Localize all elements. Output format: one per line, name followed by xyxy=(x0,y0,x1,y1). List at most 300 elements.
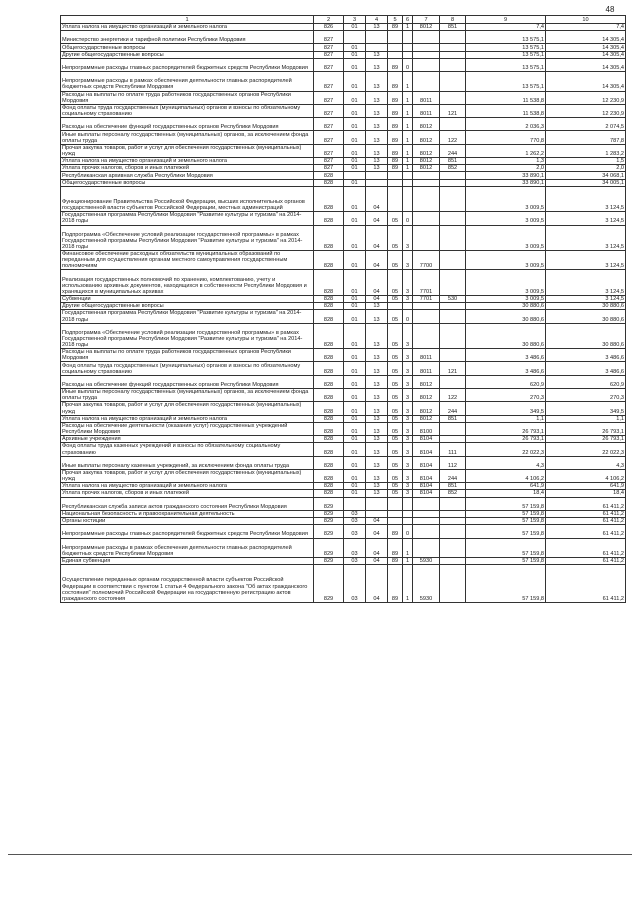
table-row xyxy=(61,225,626,251)
cell-amount-year2: 3 124,5 xyxy=(546,225,626,251)
cell-direction xyxy=(413,518,440,525)
cell-subprogram: 1 xyxy=(403,144,413,157)
cell-program: 89 xyxy=(388,158,403,165)
cell-expense-type xyxy=(440,72,466,91)
row-description: Расходы на выплаты по оплате труда работников государственных органов Республики Мордовия xyxy=(61,349,314,362)
cell-section: 01 xyxy=(344,323,366,349)
row-description: Общегосударственные вопросы xyxy=(61,179,314,186)
cell-ministry-code: 829 xyxy=(314,518,344,525)
cell-program: 89 xyxy=(388,165,403,172)
row-description: Государственная программа Республики Мордовия "Развитие культуры и туризма" на 2014-2018 годы xyxy=(61,310,314,323)
cell-subsection: 13 xyxy=(366,303,388,310)
cell-amount-year1: 349,5 xyxy=(466,402,546,415)
cell-program: 05 xyxy=(388,310,403,323)
cell-amount-year2: 22 022,3 xyxy=(546,443,626,456)
cell-subsection: 13 xyxy=(366,349,388,362)
cell-program: 05 xyxy=(388,375,403,388)
cell-direction: 8011 xyxy=(413,349,440,362)
cell-expense-type: 852 xyxy=(440,165,466,172)
cell-ministry-code: 827 xyxy=(314,118,344,131)
cell-amount-year1: 3 009,5 xyxy=(466,270,546,296)
cell-amount-year1: 3 009,5 xyxy=(466,225,546,251)
cell-section: 03 xyxy=(344,557,366,564)
row-description: Уплата налога на имущество организаций и земельного налога xyxy=(61,24,314,31)
column-header: 2 xyxy=(314,16,344,24)
cell-subsection: 04 xyxy=(366,565,388,603)
cell-program: 05 xyxy=(388,362,403,375)
row-description: Фонд оплаты труда казенных учреждений и взносы по обязательному социальному страхованию xyxy=(61,443,314,456)
cell-ministry-code: 828 xyxy=(314,225,344,251)
cell-direction xyxy=(413,186,440,212)
cell-amount-year1: 641,9 xyxy=(466,483,546,490)
row-description: Осуществление переданных органам государственной власти субъектов Российской Федерации в соответствии с пунктом 1 статьи 4 Федерального закона "Об актах гражданского состояния" полномочий Российской Федерации на государственную регистрацию актов гражданского состояния xyxy=(61,565,314,603)
cell-amount-year1: 13 575,1 xyxy=(466,58,546,71)
cell-amount-year1: 18,4 xyxy=(466,490,546,497)
cell-section: 01 xyxy=(344,310,366,323)
cell-subprogram xyxy=(403,510,413,517)
cell-amount-year2: 1,5 xyxy=(546,158,626,165)
cell-program xyxy=(388,510,403,517)
cell-ministry-code: 829 xyxy=(314,525,344,538)
cell-subprogram: 3 xyxy=(403,375,413,388)
cell-ministry-code: 827 xyxy=(314,91,344,104)
cell-amount-year2: 1 283,2 xyxy=(546,144,626,157)
row-description: Функционирование Правительства Российской Федерации, высших исполнительных органов государственной власти субъектов Российской Федерации, местных администраций xyxy=(61,186,314,212)
cell-amount-year2: 3 124,5 xyxy=(546,212,626,225)
table-row xyxy=(61,91,626,104)
cell-direction: 8012 xyxy=(413,144,440,157)
table-row xyxy=(61,165,626,172)
cell-expense-type: 122 xyxy=(440,389,466,402)
cell-section: 01 xyxy=(344,179,366,186)
cell-subsection: 13 xyxy=(366,24,388,31)
cell-subsection: 13 xyxy=(366,469,388,482)
cell-section: 03 xyxy=(344,565,366,603)
cell-expense-type xyxy=(440,557,466,564)
cell-subsection xyxy=(366,179,388,186)
cell-subsection: 04 xyxy=(366,557,388,564)
cell-direction xyxy=(413,303,440,310)
cell-direction: 8104 xyxy=(413,469,440,482)
cell-expense-type: 851 xyxy=(440,483,466,490)
cell-section: 01 xyxy=(344,415,366,422)
column-header: 3 xyxy=(344,16,366,24)
cell-amount-year1: 57 159,8 xyxy=(466,497,546,510)
cell-amount-year2: 3 486,6 xyxy=(546,349,626,362)
table-row xyxy=(61,58,626,71)
cell-section: 01 xyxy=(344,456,366,469)
cell-direction xyxy=(413,538,440,557)
cell-subsection: 13 xyxy=(366,443,388,456)
table-row xyxy=(61,443,626,456)
cell-subprogram: 3 xyxy=(403,490,413,497)
cell-program xyxy=(388,497,403,510)
cell-subprogram xyxy=(403,179,413,186)
cell-subsection: 13 xyxy=(366,104,388,117)
cell-subprogram: 1 xyxy=(403,118,413,131)
cell-ministry-code: 828 xyxy=(314,212,344,225)
cell-amount-year1: 13 575,1 xyxy=(466,72,546,91)
cell-ministry-code: 828 xyxy=(314,469,344,482)
cell-section: 01 xyxy=(344,72,366,91)
cell-expense-type: 851 xyxy=(440,24,466,31)
column-header: 8 xyxy=(440,16,466,24)
cell-section: 03 xyxy=(344,510,366,517)
cell-ministry-code: 828 xyxy=(314,303,344,310)
cell-subsection: 13 xyxy=(366,144,388,157)
cell-subprogram: 3 xyxy=(403,389,413,402)
cell-ministry-code: 827 xyxy=(314,44,344,51)
cell-subsection: 04 xyxy=(366,518,388,525)
row-description: Министерство энергетики и тарифной политики Республики Мордовия xyxy=(61,31,314,44)
cell-amount-year1: 33 890,1 xyxy=(466,179,546,186)
cell-ministry-code: 827 xyxy=(314,104,344,117)
cell-subsection: 13 xyxy=(366,91,388,104)
cell-expense-type: 121 xyxy=(440,104,466,117)
cell-expense-type xyxy=(440,349,466,362)
row-description: Субвенции xyxy=(61,295,314,302)
row-description: Расходы на обеспечение функций государственных органов Республики Мордовия xyxy=(61,375,314,388)
cell-section: 01 xyxy=(344,303,366,310)
cell-amount-year2: 14 305,4 xyxy=(546,31,626,44)
cell-amount-year1: 13 575,1 xyxy=(466,51,546,58)
cell-subsection: 13 xyxy=(366,362,388,375)
cell-amount-year2: 349,5 xyxy=(546,402,626,415)
cell-ministry-code: 828 xyxy=(314,172,344,179)
cell-direction xyxy=(413,172,440,179)
cell-expense-type xyxy=(440,31,466,44)
row-description: Расходы на выплаты по оплате труда работников государственных органов Республики Мордовия xyxy=(61,91,314,104)
cell-subprogram: 3 xyxy=(403,251,413,270)
cell-program: 89 xyxy=(388,58,403,71)
cell-subprogram xyxy=(403,518,413,525)
cell-expense-type xyxy=(440,91,466,104)
cell-subprogram xyxy=(403,44,413,51)
cell-amount-year1: 3 009,5 xyxy=(466,212,546,225)
cell-subprogram xyxy=(403,31,413,44)
cell-amount-year1: 57 159,8 xyxy=(466,538,546,557)
cell-ministry-code: 828 xyxy=(314,270,344,296)
cell-ministry-code: 829 xyxy=(314,497,344,510)
row-description: Уплата прочих налогов, сборов и иных платежей xyxy=(61,165,314,172)
cell-expense-type xyxy=(440,44,466,51)
cell-section: 01 xyxy=(344,469,366,482)
budget-table xyxy=(60,15,626,603)
cell-ministry-code: 828 xyxy=(314,295,344,302)
row-description: Непрограммные расходы главных распорядителей бюджетных средств Республики Мордовия xyxy=(61,525,314,538)
cell-expense-type xyxy=(440,172,466,179)
cell-subprogram: 3 xyxy=(403,349,413,362)
cell-expense-type xyxy=(440,565,466,603)
cell-subprogram: 3 xyxy=(403,323,413,349)
cell-section: 01 xyxy=(344,295,366,302)
cell-program: 05 xyxy=(388,436,403,443)
cell-amount-year2: 30 880,6 xyxy=(546,323,626,349)
cell-subprogram: 3 xyxy=(403,469,413,482)
table-row xyxy=(61,349,626,362)
table-header-row xyxy=(61,16,626,24)
row-description: Иные выплаты персоналу государственных (муниципальных) органов, за исключением фонда оплаты труда xyxy=(61,389,314,402)
row-description: Реализация государственных полномочий по хранению, комплектованию, учету и использованию архивных документов, находящихся в собственности Республики Мордовия и хранящихся в муниципальных архивах xyxy=(61,270,314,296)
table-row xyxy=(61,538,626,557)
cell-program: 05 xyxy=(388,323,403,349)
cell-section: 01 xyxy=(344,402,366,415)
cell-subsection: 13 xyxy=(366,158,388,165)
cell-subprogram xyxy=(403,186,413,212)
cell-amount-year2: 61 411,2 xyxy=(546,497,626,510)
cell-direction xyxy=(413,525,440,538)
cell-subprogram: 1 xyxy=(403,158,413,165)
cell-subprogram: 3 xyxy=(403,415,413,422)
table-row xyxy=(61,422,626,435)
cell-expense-type: 122 xyxy=(440,131,466,144)
cell-program: 89 xyxy=(388,565,403,603)
table-row xyxy=(61,212,626,225)
cell-amount-year1: 26 793,1 xyxy=(466,422,546,435)
table-row xyxy=(61,323,626,349)
cell-program: 89 xyxy=(388,525,403,538)
cell-subsection: 04 xyxy=(366,225,388,251)
cell-direction xyxy=(413,51,440,58)
cell-amount-year1: 3 486,6 xyxy=(466,349,546,362)
cell-expense-type: 530 xyxy=(440,295,466,302)
cell-amount-year2: 3 124,5 xyxy=(546,270,626,296)
cell-ministry-code: 827 xyxy=(314,158,344,165)
table-row xyxy=(61,118,626,131)
cell-expense-type: 244 xyxy=(440,402,466,415)
cell-subsection: 13 xyxy=(366,456,388,469)
row-description: Общегосударственные вопросы xyxy=(61,44,314,51)
table-row xyxy=(61,104,626,117)
cell-subprogram: 0 xyxy=(403,212,413,225)
cell-subprogram: 3 xyxy=(403,443,413,456)
cell-amount-year1: 13 575,1 xyxy=(466,31,546,44)
cell-program: 05 xyxy=(388,456,403,469)
cell-expense-type xyxy=(440,497,466,510)
row-description: Другие общегосударственные вопросы xyxy=(61,51,314,58)
cell-expense-type: 121 xyxy=(440,362,466,375)
cell-subprogram xyxy=(403,497,413,510)
table-row xyxy=(61,518,626,525)
column-header: 10 xyxy=(546,16,626,24)
cell-amount-year2: 1,1 xyxy=(546,415,626,422)
cell-amount-year2: 61 411,2 xyxy=(546,557,626,564)
table-row xyxy=(61,72,626,91)
cell-program: 05 xyxy=(388,295,403,302)
cell-amount-year1: 57 159,8 xyxy=(466,557,546,564)
cell-section: 01 xyxy=(344,251,366,270)
cell-direction: 8012 xyxy=(413,389,440,402)
cell-direction: 7700 xyxy=(413,251,440,270)
cell-expense-type xyxy=(440,518,466,525)
cell-direction xyxy=(413,225,440,251)
cell-direction xyxy=(413,58,440,71)
cell-subsection: 13 xyxy=(366,118,388,131)
cell-subsection xyxy=(366,44,388,51)
row-description: Подпрограмма «Обеспечение условий реализации государственной программы» в рамках Государственной программы Республики Мордовия "Развитие культуры и туризма" на 2014-2018 годы xyxy=(61,225,314,251)
cell-subsection: 13 xyxy=(366,422,388,435)
cell-program: 89 xyxy=(388,91,403,104)
table-row xyxy=(61,469,626,482)
table-row xyxy=(61,362,626,375)
cell-ministry-code: 828 xyxy=(314,415,344,422)
cell-program xyxy=(388,31,403,44)
cell-amount-year1: 30 880,6 xyxy=(466,310,546,323)
cell-section: 01 xyxy=(344,375,366,388)
cell-expense-type: 851 xyxy=(440,415,466,422)
cell-direction xyxy=(413,212,440,225)
cell-subprogram: 3 xyxy=(403,295,413,302)
cell-program: 05 xyxy=(388,483,403,490)
cell-subprogram: 3 xyxy=(403,402,413,415)
cell-ministry-code: 828 xyxy=(314,422,344,435)
row-description: Архивные учреждения xyxy=(61,436,314,443)
cell-subprogram xyxy=(403,303,413,310)
cell-subsection: 13 xyxy=(366,375,388,388)
cell-amount-year1: 3 009,5 xyxy=(466,251,546,270)
cell-subsection xyxy=(366,497,388,510)
cell-section: 01 xyxy=(344,58,366,71)
cell-expense-type xyxy=(440,212,466,225)
cell-amount-year2: 18,4 xyxy=(546,490,626,497)
cell-direction: 8011 xyxy=(413,91,440,104)
cell-expense-type: 244 xyxy=(440,144,466,157)
cell-amount-year2: 3 124,5 xyxy=(546,295,626,302)
cell-ministry-code: 828 xyxy=(314,483,344,490)
cell-subprogram: 3 xyxy=(403,422,413,435)
cell-ministry-code: 828 xyxy=(314,323,344,349)
cell-amount-year2: 787,8 xyxy=(546,131,626,144)
row-description: Непрограммные расходы в рамках обеспечения деятельности главных распорядителей бюджетных средств Республики Мордовия xyxy=(61,538,314,557)
row-description: Республиканская архивная служба Республики Мордовия xyxy=(61,172,314,179)
cell-program xyxy=(388,172,403,179)
table-row xyxy=(61,565,626,603)
cell-direction xyxy=(413,510,440,517)
cell-expense-type: 851 xyxy=(440,158,466,165)
cell-ministry-code: 827 xyxy=(314,58,344,71)
cell-ministry-code: 827 xyxy=(314,165,344,172)
cell-subprogram: 1 xyxy=(403,557,413,564)
cell-ministry-code: 828 xyxy=(314,443,344,456)
cell-expense-type: 112 xyxy=(440,456,466,469)
cell-amount-year2: 3 124,5 xyxy=(546,251,626,270)
cell-amount-year2: 2,0 xyxy=(546,165,626,172)
table-row xyxy=(61,525,626,538)
cell-amount-year1: 30 880,6 xyxy=(466,323,546,349)
cell-ministry-code: 828 xyxy=(314,251,344,270)
table-row xyxy=(61,402,626,415)
cell-direction: 8104 xyxy=(413,490,440,497)
cell-ministry-code: 829 xyxy=(314,538,344,557)
cell-amount-year1: 3 009,5 xyxy=(466,295,546,302)
table-row xyxy=(61,251,626,270)
cell-amount-year2: 30 880,6 xyxy=(546,310,626,323)
cell-expense-type xyxy=(440,436,466,443)
cell-amount-year2: 3 486,6 xyxy=(546,362,626,375)
cell-subsection: 04 xyxy=(366,270,388,296)
row-description: Подпрограмма «Обеспечение условий реализации государственной программы» в рамках Государственной программы Республики Мордовия "Развитие культуры и туризма" на 2014-2018 годы xyxy=(61,323,314,349)
cell-subsection: 13 xyxy=(366,131,388,144)
row-description: Фонд оплаты труда государственных (муниципальных) органов и взносы по обязательному социальному страхованию xyxy=(61,104,314,117)
cell-direction: 8012 xyxy=(413,375,440,388)
cell-program: 89 xyxy=(388,557,403,564)
column-header: 5 xyxy=(388,16,403,24)
table-row xyxy=(61,310,626,323)
cell-program: 05 xyxy=(388,422,403,435)
cell-expense-type xyxy=(440,538,466,557)
cell-subsection: 13 xyxy=(366,72,388,91)
cell-direction: 7701 xyxy=(413,295,440,302)
cell-section: 01 xyxy=(344,422,366,435)
cell-expense-type xyxy=(440,303,466,310)
cell-subprogram xyxy=(403,51,413,58)
cell-amount-year2: 34 005,1 xyxy=(546,179,626,186)
table-row xyxy=(61,415,626,422)
cell-direction: 8012 xyxy=(413,131,440,144)
cell-program xyxy=(388,44,403,51)
cell-direction: 7701 xyxy=(413,270,440,296)
cell-program: 89 xyxy=(388,538,403,557)
cell-subsection: 13 xyxy=(366,402,388,415)
cell-program: 89 xyxy=(388,104,403,117)
row-description: Иные выплаты персоналу казенных учреждений, за исключением фонда оплаты труда xyxy=(61,456,314,469)
cell-program xyxy=(388,179,403,186)
table-row xyxy=(61,497,626,510)
table-row xyxy=(61,436,626,443)
table-row xyxy=(61,158,626,165)
cell-amount-year2: 26 793,1 xyxy=(546,422,626,435)
cell-amount-year1: 620,9 xyxy=(466,375,546,388)
cell-amount-year2: 14 305,4 xyxy=(546,58,626,71)
row-description: Прочая закупка товаров, работ и услуг для обеспечения государственных (муниципальных) нужд xyxy=(61,402,314,415)
cell-section: 03 xyxy=(344,538,366,557)
table-row xyxy=(61,389,626,402)
cell-subsection: 13 xyxy=(366,389,388,402)
cell-direction xyxy=(413,72,440,91)
cell-subprogram: 3 xyxy=(403,225,413,251)
row-description: Иные выплаты персоналу государственных (муниципальных) органов, за исключением фонда оплаты труда xyxy=(61,131,314,144)
cell-amount-year2: 61 411,2 xyxy=(546,525,626,538)
table-row xyxy=(61,51,626,58)
cell-ministry-code: 827 xyxy=(314,144,344,157)
row-description: Республиканская служба записи актов гражданского состояния Республики Мордовия xyxy=(61,497,314,510)
cell-section: 01 xyxy=(344,186,366,212)
cell-amount-year1: 4,3 xyxy=(466,456,546,469)
cell-ministry-code: 828 xyxy=(314,436,344,443)
column-header: 4 xyxy=(366,16,388,24)
column-header: 7 xyxy=(413,16,440,24)
cell-ministry-code: 827 xyxy=(314,131,344,144)
cell-amount-year1: 3 009,5 xyxy=(466,186,546,212)
cell-amount-year1: 7,4 xyxy=(466,24,546,31)
column-header: 9 xyxy=(466,16,546,24)
cell-section: 01 xyxy=(344,131,366,144)
cell-subprogram: 3 xyxy=(403,483,413,490)
cell-expense-type xyxy=(440,422,466,435)
cell-subsection: 13 xyxy=(366,483,388,490)
cell-program: 05 xyxy=(388,443,403,456)
cell-direction: 8104 xyxy=(413,456,440,469)
cell-subsection: 13 xyxy=(366,165,388,172)
cell-expense-type xyxy=(440,251,466,270)
cell-direction: 8104 xyxy=(413,443,440,456)
cell-expense-type xyxy=(440,510,466,517)
cell-amount-year1: 30 880,6 xyxy=(466,303,546,310)
row-description: Государственная программа Республики Мордовия "Развитие культуры и туризма" на 2014-2018 годы xyxy=(61,212,314,225)
cell-subsection: 04 xyxy=(366,295,388,302)
column-header: 6 xyxy=(403,16,413,24)
cell-amount-year1: 11 538,8 xyxy=(466,91,546,104)
